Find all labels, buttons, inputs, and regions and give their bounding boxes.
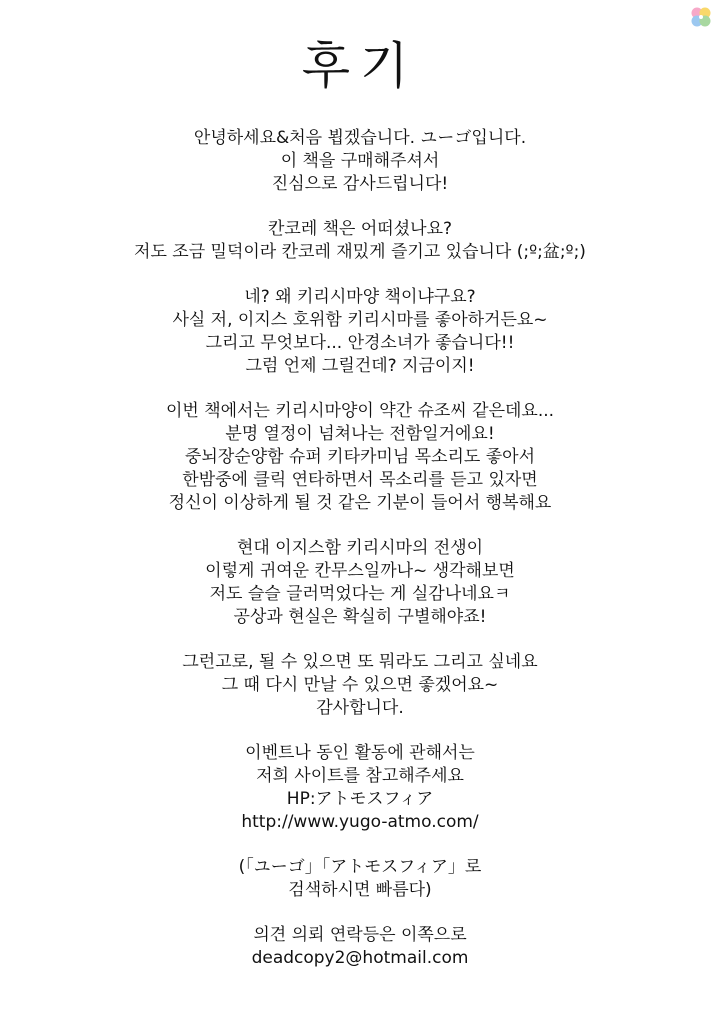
text-line: 중뇌장순양함 슈퍼 키타카미님 목소리도 좋아서 [184,447,536,467]
paragraph-contact [0,924,720,970]
clover-logo-icon [688,4,714,30]
paragraph-this-book [0,400,720,515]
contact-email-link[interactable]: deadcopy2@hotmail.com [251,948,469,968]
text-line: 감사합니다. [316,698,404,718]
text-line: 현대 이지스함 키리시마의 전생이 [236,538,484,558]
text-line: 분명 열정이 넘쳐나는 전함일거에요! [225,424,495,444]
text-line: 사실 저, 이지스 호위함 키리시마를 좋아하거든요~ [172,310,548,330]
page-title: 후기 [301,37,419,95]
afterword-body [0,127,720,992]
text-line: 이벤트나 동인 활동에 관해서는 [245,743,475,763]
text-line: 의견 의뢰 연락등은 이쪽으로 [253,925,467,945]
text-line: 이 책을 구매해주셔서 [280,151,440,171]
site-url-link[interactable]: http://www.yugo-atmo.com/ [241,812,479,832]
text-line: 진심으로 감사드립니다! [271,174,449,194]
paragraph-closing [0,651,720,720]
text-line: 그리고 무엇보다... 안경소녀가 좋습니다!! [205,333,515,353]
text-line: 안녕하세요&처음 뵙겠습니다. ユーゴ입니다. [193,128,527,148]
text-line: 검색하시면 빠름다) [288,880,432,900]
paragraph-search-hint [0,856,720,902]
site-name: HP:アトモスフィア [286,789,434,809]
text-line: 그런고로, 될 수 있으면 또 뭐라도 그리고 싶네요 [182,652,538,672]
text-line: 네? 왜 키리시마양 책이냐구요? [244,287,476,307]
paragraph-kancolle [0,218,720,264]
text-line: 칸코레 책은 어떠셨나요? [267,219,453,239]
text-line: 공상과 현실은 확실히 구별해야죠! [233,607,487,627]
text-line: 저도 슬슬 글러먹었다는 게 실감나네요ㅋ [209,584,511,604]
paragraph-modern-aegis [0,537,720,629]
text-line: 이렇게 귀여운 칸무스일까나~ 생각해보면 [205,561,515,581]
text-line: 저도 조금 밀덕이라 칸코레 재밌게 즐기고 있습니다 (;º;盆;º;) [134,242,586,262]
text-line: 그 때 다시 만날 수 있으면 좋겠어요~ [221,675,499,695]
text-line: (「ユーゴ」「アトモスフィア」로 [238,857,482,877]
text-line: 정신이 이상하게 될 것 같은 기분이 들어서 행복해요 [168,493,552,513]
text-line: 그럼 언제 그릴건데? 지금이지! [245,356,475,376]
text-line: 이번 책에서는 키리시마양이 약간 슈조씨 같은데요... [165,401,555,421]
paragraph-website [0,742,720,834]
paragraph-kirishima [0,286,720,378]
text-line: 저희 사이트를 참고해주세요 [256,766,464,786]
paragraph-greeting [0,127,720,196]
text-line: 한밤중에 클릭 연타하면서 목소리를 듣고 있자면 [182,470,538,490]
